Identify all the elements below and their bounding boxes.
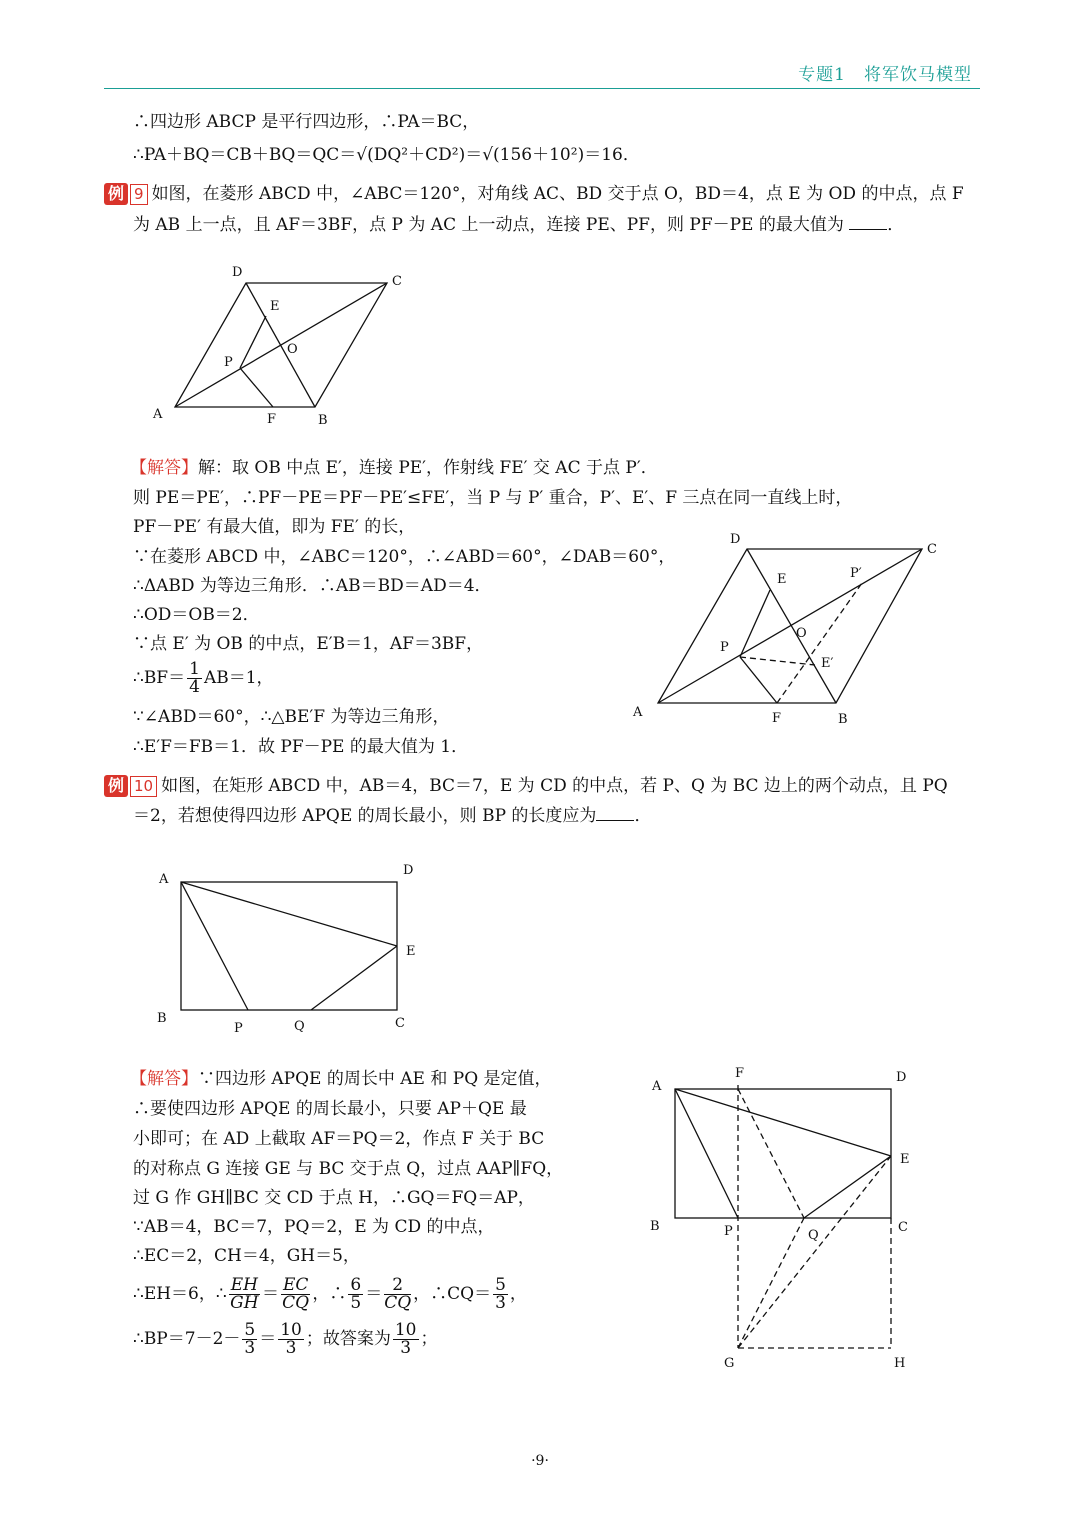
fig1-label-E: E	[270, 299, 280, 314]
answer-tag: 【解答】	[130, 1069, 198, 1089]
eq-text: ＝	[259, 1329, 277, 1349]
fraction-numerator: 10	[280, 1320, 302, 1340]
fig2-label-F: F	[772, 711, 782, 726]
ex9-solution-line-9: ∵∠ABD＝60°，∴△BE′F 为等边三角形，	[133, 707, 450, 727]
figure-rect-1	[181, 882, 397, 1010]
ex9-solution-line-10: ∴E′F＝FB＝1．故 PF－PE 的最大值为 1．	[133, 737, 469, 757]
ex10-solution-line-4: 的对称点 G 连接 GE 与 BC 交于点 Q，过点 AAP∥FQ，	[133, 1159, 564, 1179]
fig4-label-G: G	[724, 1356, 735, 1371]
ex10-solution-line-2: ∴要使四边形 APQE 的周长最小，只要 AP＋QE 最	[133, 1099, 527, 1119]
ex10-solution-line-5: 过 G 作 GH∥BC 交 CD 于点 H，∴GQ＝FQ＝AP，	[133, 1188, 535, 1208]
fig3-label-B: B	[157, 1011, 167, 1026]
eq-text: ，	[509, 1284, 527, 1304]
ex9-solution-line-6: ∴OD＝OB＝2．	[133, 605, 260, 625]
fraction-5-3	[242, 1322, 257, 1357]
figure-rect-2	[675, 1085, 891, 1348]
fraction-numerator: 6	[350, 1275, 362, 1295]
solution-text: ∴BF＝	[133, 668, 186, 688]
fig2-label-C: C	[927, 542, 937, 557]
ex9-solution-line-2: 则 PE＝PE′，∴PF－PE＝PF－PE′≤FE′，当 P 与 P′ 重合，P′、E′、F 三点在同一直线上时，	[133, 488, 853, 508]
example-10-line-1	[104, 774, 948, 798]
fraction-denominator: 3	[244, 1338, 256, 1358]
fig2-label-O: O	[796, 626, 807, 641]
eq-text: ∴BP＝7－2－	[133, 1329, 241, 1349]
ex10-bp-line	[133, 1320, 438, 1358]
fig4-label-B: B	[650, 1219, 660, 1234]
fig1-label-C: C	[392, 274, 402, 289]
example-9-line-2: 为 AB 上一点，且 AF＝3BF，点 P 为 AC 上一动点，连接 PE、PF，则 PF－PE 的最大值为 ．	[133, 215, 905, 235]
fraction-numerator: EH	[230, 1275, 258, 1295]
fraction-denominator: 4	[189, 677, 200, 697]
fig3-label-Q: Q	[294, 1019, 305, 1034]
fraction-numerator: 10	[394, 1320, 417, 1340]
fraction-denominator: GH	[230, 1293, 259, 1313]
solution-text: AB＝1，	[203, 668, 274, 688]
fig4-label-F: F	[735, 1066, 745, 1081]
fraction-eh-gh	[229, 1277, 260, 1312]
fraction-denominator: CQ	[384, 1293, 412, 1313]
example-10-text: 如图，在矩形 ABCD 中，AB＝4，BC＝7，E 为 CD 的中点，若 P、Q 为 BC 边上的两个动点，且 PQ	[161, 776, 948, 796]
eq-text: ，∴	[312, 1284, 347, 1304]
fig3-label-D: D	[403, 863, 414, 878]
fig4-label-D: D	[896, 1070, 907, 1085]
ex9-solution-line-7: ∵点 E′ 为 OB 的中点，E′B＝1，AF＝3BF，	[133, 634, 484, 654]
fig1-label-B: B	[318, 413, 328, 428]
fig1-label-A: A	[153, 407, 163, 422]
ex10-solution-line-7: ∴EC＝2，CH＝4，GH＝5，	[133, 1246, 360, 1266]
fraction-numerator: 5	[244, 1320, 256, 1340]
intro-line-2: ∴PA＋BQ＝CB＋BQ＝QC＝√(DQ²＋CD²)＝√(156＋10²)＝16．	[133, 145, 640, 165]
fraction-numerator: EC	[282, 1275, 309, 1295]
fig1-label-O: O	[287, 342, 298, 357]
ex9-solution-line-5: ∴ΔABD 为等边三角形．∴AB＝BD＝AD＝4．	[133, 576, 492, 596]
ex9-solution-line-8	[133, 661, 274, 696]
eq-text: ＝	[261, 1284, 279, 1304]
fig4-label-H: H	[894, 1356, 906, 1371]
fig2-label-B: B	[838, 712, 848, 727]
figure-rhombus-1	[175, 283, 387, 407]
ex10-solution-line-3: 小即可；在 AD 上截取 AF＝PQ＝2，作点 F 关于 BC	[133, 1129, 545, 1149]
page-number: ·9·	[531, 1453, 549, 1469]
fig2-label-P: P	[720, 640, 729, 655]
example-10-text-2: ＝2，若想使得四边形 APQE 的周长最小，则 BP 的长度应为	[133, 806, 597, 826]
intro-line-1: ∴四边形 ABCP 是平行四边形，∴PA＝BC，	[133, 112, 480, 132]
fig3-label-E: E	[406, 944, 416, 959]
fraction-denominator: 5	[350, 1293, 362, 1313]
ex9-solution-line-4: ∵在菱形 ABCD 中，∠ABC＝120°，∴∠ABD＝60°，∠DAB＝60°，	[133, 547, 676, 567]
fig3-label-C: C	[395, 1016, 405, 1031]
fraction-numerator: 1	[189, 659, 200, 679]
fig4-label-E: E	[900, 1152, 910, 1167]
figure-rhombus-2	[658, 549, 922, 703]
fraction-numerator: 2	[384, 1277, 411, 1295]
fig3-label-A: A	[159, 872, 169, 887]
fig2-label-D: D	[730, 532, 741, 547]
fig2-label-E: E	[777, 572, 787, 587]
example-9-text: 如图，在菱形 ABCD 中，∠ABC＝120°，对角线 AC、BD 交于点 O，BD＝4，点 E 为 OD 的中点，点 F	[151, 184, 964, 204]
example-9-text-2: 为 AB 上一点，且 AF＝3BF，点 P 为 AC 上一动点，连接 PE、PF，则 PF－PE 的最大值为	[133, 215, 844, 235]
ex10-solution-line-1	[130, 1067, 552, 1091]
fig4-label-C: C	[898, 1220, 908, 1235]
example-number: 9	[130, 184, 148, 205]
eq-text: ；故答案为	[305, 1329, 391, 1349]
fig1-label-F: F	[267, 412, 277, 427]
fraction-5-3	[493, 1277, 508, 1312]
fraction-10-3-answer	[393, 1322, 419, 1357]
example-tag: 例	[104, 183, 128, 205]
fraction-10-3	[278, 1322, 304, 1357]
example-tag: 例	[104, 775, 128, 797]
fraction-bf	[187, 661, 202, 696]
fraction-ec-cq	[281, 1277, 310, 1312]
fraction-denominator: 3	[495, 1293, 506, 1313]
fig2-label-E-prime: E′	[821, 656, 834, 671]
answer-blank	[596, 804, 634, 821]
fraction-denominator: 3	[285, 1338, 297, 1358]
solution-text: ∵四边形 APQE 的周长中 AE 和 PQ 是定值，	[198, 1069, 552, 1089]
fig1-label-D: D	[232, 265, 243, 280]
fig2-label-P-prime: P′	[850, 566, 862, 581]
ex9-solution-line-1	[130, 456, 658, 480]
example-number: 10	[130, 776, 157, 797]
fraction-2-cq	[384, 1277, 411, 1312]
fraction-denominator: CQ	[282, 1293, 310, 1313]
fig1-label-P: P	[224, 355, 233, 370]
answer-tag: 【解答】	[130, 458, 198, 478]
eq-text: ；	[420, 1329, 438, 1349]
fraction-6-5	[348, 1277, 363, 1312]
example-10-line-2: ＝2，若想使得四边形 APQE 的周长最小，则 BP 的长度应为 ．	[133, 806, 652, 826]
header-title: 专题1 将军饮马模型	[798, 65, 972, 85]
fraction-numerator: 5	[495, 1275, 506, 1295]
fraction-denominator: 3	[400, 1338, 412, 1358]
eq-text: ∴EH＝6，∴	[133, 1284, 227, 1304]
ex10-equation-line: ∴EH＝6，∴ $\frac{EH}{GH}$ ＝ $\frac{EC}{CQ}$ ，∴ $\frac{6}{5}$ ＝ $\frac{2}{CQ}$ ，∴CQ＝ $\frac{5}{3}$ ，	[133, 1275, 527, 1313]
fig3-label-P: P	[234, 1021, 243, 1036]
solution-text: 解：取 OB 中点 E′，连接 PE′，作射线 FE′ 交 AC 于点 P′．	[198, 458, 658, 478]
eq-text: ，∴CQ＝	[413, 1284, 492, 1304]
fig4-label-P: P	[724, 1224, 733, 1239]
ex9-solution-line-3: PF－PE′ 有最大值，即为 FE′ 的长，	[133, 517, 416, 537]
fig4-label-A: A	[652, 1079, 662, 1094]
ex10-solution-line-6: ∵AB＝4，BC＝7，PQ＝2，E 为 CD 的中点，	[133, 1217, 495, 1237]
fig2-label-A: A	[633, 705, 643, 720]
fig4-label-Q: Q	[808, 1228, 819, 1243]
